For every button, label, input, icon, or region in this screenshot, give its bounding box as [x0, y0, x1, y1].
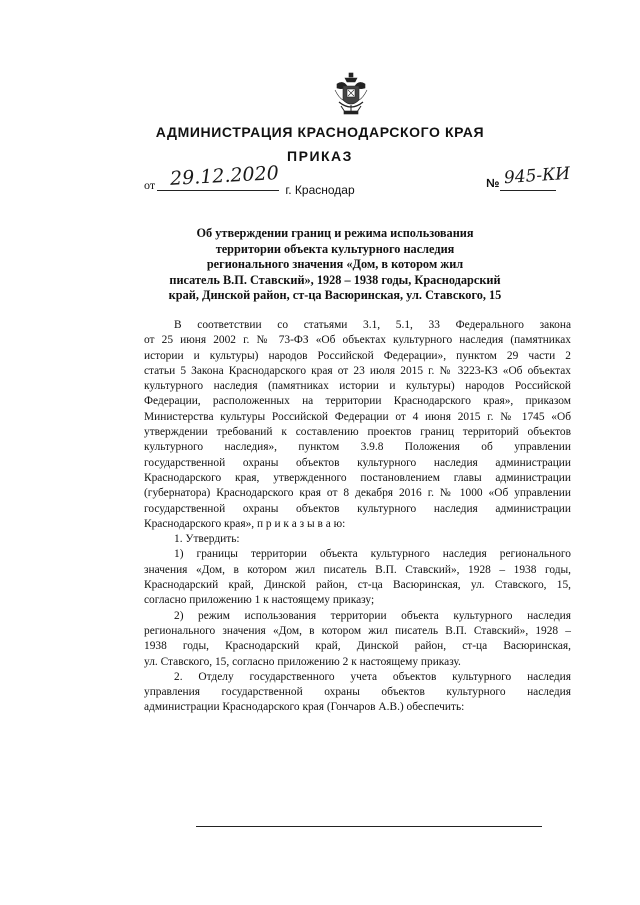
- number-label: №: [486, 176, 500, 190]
- organization-name: АДМИНИСТРАЦИЯ КРАСНОДАРСКОГО КРАЯ: [155, 124, 485, 140]
- body-line: ул. Ставского, 15, согласно приложению 2 к настоящему приказу.: [144, 655, 461, 668]
- body-line: (губернатора) Краснодарского края от 8 декабря 2016 г. № 1000 «Об управлении: [144, 487, 571, 500]
- body-line: утверждении требований к составлению проектов границ территорий объектов: [144, 426, 571, 439]
- body-line: Краснодарского края, утвержденного постановлением главы администрации: [144, 471, 571, 484]
- coat-of-arms-icon: [333, 72, 369, 116]
- document-body: [144, 318, 571, 716]
- title-line: регионального значения «Дом, в котором жил: [206, 257, 464, 272]
- body-line: согласно приложению 1 к настоящему приказу;: [144, 594, 375, 607]
- body-line: 2. Отделу государственного учета объектов культурного наследия: [174, 670, 571, 683]
- title-line: Об утверждении границ и режима использования: [196, 226, 474, 240]
- body-line: регионального значения «Дом, в котором жил писатель В.П. Ставский», 1928 –: [144, 624, 571, 637]
- city-name: г. Краснодар: [285, 183, 355, 197]
- body-line: В соответствии со статьями 3.1, 5.1, 33 Федерального закона: [174, 319, 571, 331]
- body-line: Краснодарского края», п р и к а з ы в а ю:: [144, 517, 346, 530]
- body-line: администрации Краснодарского края (Гончаров А.В.) обеспечить:: [144, 701, 465, 714]
- number-underline: [500, 190, 556, 191]
- body-line: 2) режим использования территории объекта культурного наследия: [174, 609, 571, 622]
- body-line: 1) границы территории объекта культурного наследия регионального: [174, 548, 571, 561]
- date-label: от: [144, 178, 156, 192]
- body-line: управления государственной охраны объектов культурного наследия: [144, 686, 571, 699]
- body-line: истории и культуры) народов Российской Федерации», пунктом 29 части 2: [144, 349, 571, 362]
- footer-rule: [196, 826, 542, 827]
- body-line: Министерства культуры Российской Федерации от 4 июня 2015 г. № 1745 «Об: [144, 410, 571, 423]
- handwritten-number: 945-КИ: [503, 163, 571, 189]
- body-line: культурного наследия (памятниках истории и культуры) народов Российской: [144, 380, 571, 393]
- body-line: статьи 5 Закона Краснодарского края от 23 июля 2015 г. № 3223-КЗ «Об объектах: [144, 364, 571, 377]
- body-line: 1. Утвердить:: [174, 533, 240, 546]
- body-line: от 25 июня 2002 г. № 73-ФЗ «Об объектах культурного наследия (памятниках: [144, 334, 571, 347]
- body-line: культурного наследия», пунктом 3.9.8 Положения об управлении: [144, 441, 571, 454]
- body-line: значения «Дом, в котором жил писатель В.П. Ставский», 1928 – 1938 годы,: [144, 563, 571, 576]
- body-line: 1938 годы, Краснодарский край, Динской район, ст-ца Васюринская,: [144, 640, 571, 653]
- body-line: Федерации, расположенных на территории Краснодарского края», приказом: [144, 395, 571, 408]
- document-type: ПРИКАЗ: [287, 148, 353, 164]
- document-title: [140, 226, 530, 304]
- title-line: край, Динской район, ст-ца Васюринская, ул. Ставского, 15: [168, 288, 502, 303]
- body-line: государственной охраны объектов культурного наследия администрации: [144, 456, 571, 469]
- title-line: территории объекта культурного наследия: [215, 241, 455, 256]
- body-line: Краснодарский край, Динской район, ст-ца Васюринская, ул. Ставского, 15,: [144, 579, 571, 592]
- title-line: писатель В.П. Ставский», 1928 – 1938 годы, Краснодарский: [169, 272, 501, 287]
- handwritten-date: 29.12.2020: [169, 162, 280, 190]
- body-line: государственной охраны объектов культурного наследия администрации: [144, 502, 571, 515]
